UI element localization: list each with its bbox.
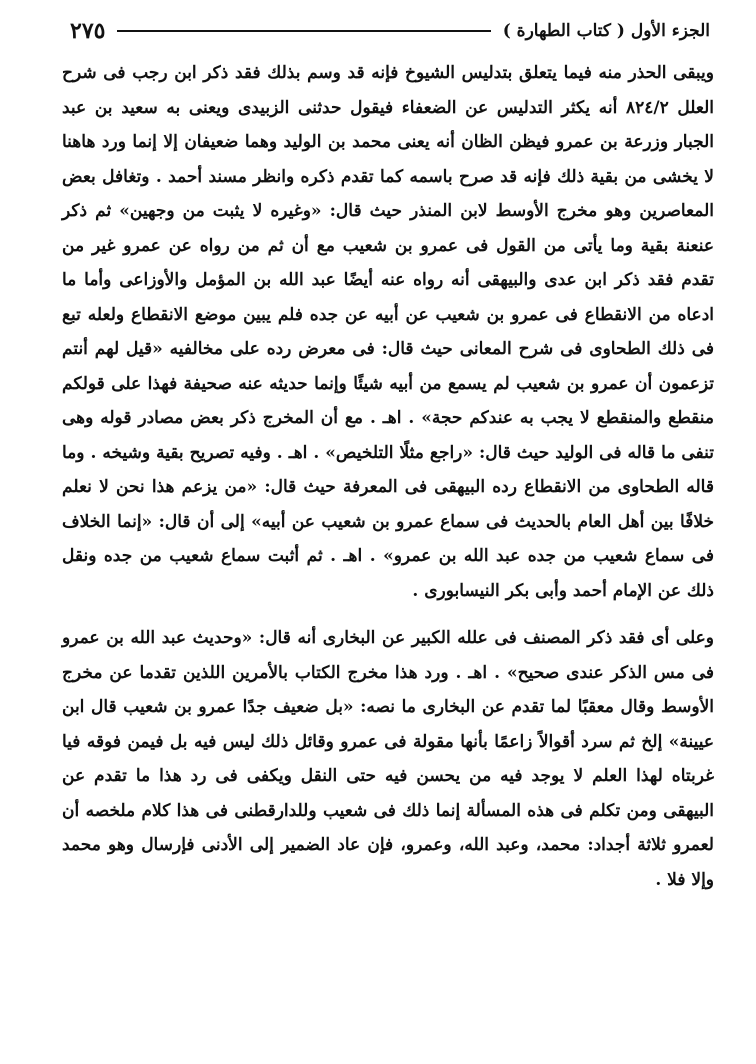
paragraph-2: وعلى أى فقد ذكر المصنف فى علله الكبير عن البخارى أنه قال: «وحديث عبد الله بن عمرو فى مس الذكر عندى صحيح» . اهـ . ورد هذا مخرج الكتاب بالأمرين اللذين تقدما عن مخرج الأوسط وقال معقبًا لما تقدم عن البخارى ما نصه: «بل ضعيف جدًا عمرو بن شعيب قال ابن عيينة» إلخ ثم سرد أقوالاً زاعمًا بأنها مقولة فى عمرو وقائل ذلك ليس فيه بل فيمن فوقه فيا غربتاه لهذا العلم لا يوجد فيه من يحسن فيه حتى النقل ويكفى فى رد هذا ما تقدم عن البيهقى ومن تكلم فى هذه المسألة إنما ذلك فى شعيب وللدارقطنى فى هذا كلام ملخصه أن لعمرو ثلاثة أجداد: محمد، وعبد الله، وعمرو، فإن عاد الضمير إلى الأدنى فإرسال وهو محمد وإلا فلا . xyxy=(62,628,714,890)
paragraph-1: ويبقى الحذر منه فيما يتعلق بتدليس الشيوخ فإنه قد وسم بذلك فقد ذكر ابن رجب فى شرح العلل ٨٢٤/٢ أنه يكثر التدليس عن الضعفاء فيقول حدثنى الزبيدى ويعنى به سعيد بن عبد الجبار وزرعة بن عمرو فيظن الظان أنه يعنى محمد بن الوليد وهما ضعيفان إلا إنما ورد هاهنا لا يخشى من بقية ذلك فإنه قد صرح باسمه كما تقدم ذكره وانظر مسند أحمد . وتغافل بعض المعاصرين وهو مخرج الأوسط لابن المنذر حيث قال: «وغيره لا يثبت من وجهين» ثم ذكر عنعنة بقية وما يأتى من القول فى عمرو بن شعيب مع أن ثم من رواه عن عمرو غير من تقدم فقد ذكر ابن عدى والبيهقى أنه رواه عنه أيضًا عبد الله بن المؤمل والأوزاعى وأما ما ادعاه من الانقطاع فى عمرو بن شعيب عن أبيه عن جده فلم يبين موضع الانقطاع ولعله تبع فى ذلك الطحاوى فى شرح المعانى حيث قال: فى معرض رده على مخالفيه «قيل لهم أنتم تزعمون أن عمرو بن شعيب لم يسمع من أبيه شيئًا وإنما حديثه عنه صحيفة فهذا على قولكم منقطع والمنقطع لا يجب به عندكم حجة» . اهـ . مع أن المخرج ذكر بعض مصادر قوله وهى تنفى ما قاله فى الوليد حيث قال: «راجع مثلًا التلخيص» . اهـ . وفيه تصريح بقية وشيخه . وما قاله الطحاوى من الانقطاع رده البيهقى فى المعرفة حيث قال: «من يزعم هذا نحن لا نعلم خلافًا بين أهل العام بالحديث فى سماع عمرو بن شعيب عن أبيه» إلى أن قال: «إنما الخلاف فى سماع شعيب من جده عبد الله بن عمرو» . اهـ . ثم أثبت سماع شعيب من جده ونقل ذلك عن الإمام أحمد وأبى بكر النيسابورى . xyxy=(62,63,714,601)
header-rule xyxy=(117,30,490,32)
running-title: الجزء الأول ( كتاب الطهارة ) xyxy=(502,21,710,41)
page-number: ٢٧٥ xyxy=(70,18,106,44)
body-text xyxy=(62,56,714,897)
page-header xyxy=(70,14,710,48)
